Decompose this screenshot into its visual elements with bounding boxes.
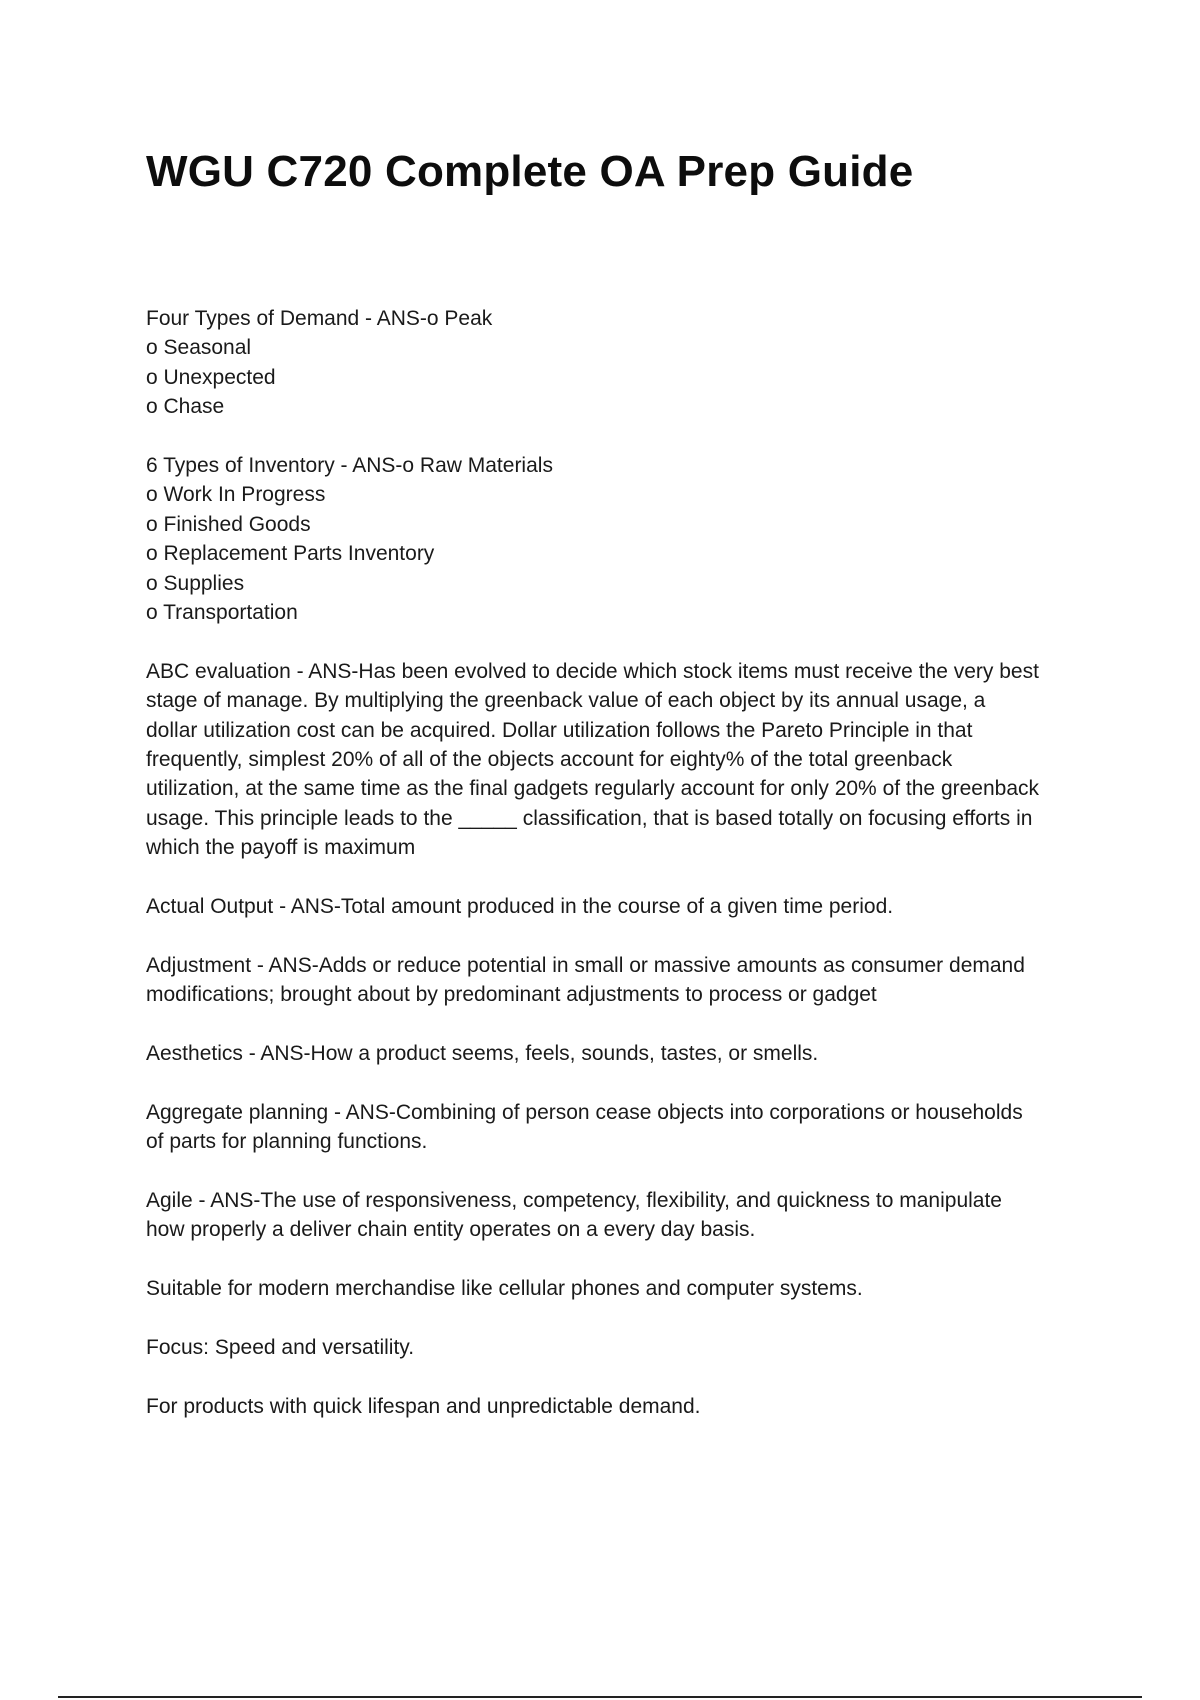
entry-line: o Replacement Parts Inventory	[146, 542, 435, 566]
entry-agile	[146, 1186, 1096, 1245]
entry-line: Aesthetics - ANS-How a product seems, feels, sounds, tastes, or smells.	[146, 1042, 819, 1066]
entry-line: which the payoff is maximum	[146, 836, 416, 860]
entry-line: For products with quick lifespan and unpredictable demand.	[146, 1394, 701, 1418]
entry-line: Four Types of Demand - ANS-o Peak	[146, 307, 493, 330]
entry-line: Focus: Speed and versatility.	[146, 1336, 415, 1360]
entry-line: Adjustment - ANS-Adds or reduce potential in small or massive amounts as consumer demand	[146, 953, 1025, 977]
entry-line: o Finished Goods	[146, 512, 311, 536]
entry-line: stage of manage. By multiplying the greenback value of each object by its annual usage, a	[146, 689, 986, 713]
entry-adjustment	[146, 951, 1096, 1010]
entry-line: frequently, simplest 20% of all of the objects account for eighty% of the total greenback	[146, 748, 953, 772]
entry-line: Aggregate planning - ANS-Combining of person cease objects into corporations or households	[146, 1100, 1023, 1124]
entry-aggregate-planning	[146, 1098, 1096, 1157]
entry-line: dollar utilization cost can be acquired. Dollar utilization follows the Pareto Principle in that	[146, 718, 973, 742]
entry-line: utilization, at the same time as the final gadgets regularly account for only 20% of the greenback	[146, 777, 1040, 801]
entry-line: o Supplies	[146, 571, 245, 595]
entry-abc-evaluation	[146, 657, 1096, 863]
entry-agile-products	[146, 1392, 1096, 1421]
entry-line: Actual Output - ANS-Total amount produced in the course of a given time period.	[146, 895, 894, 919]
entry-demand-types	[146, 304, 1096, 422]
entry-line: usage. This principle leads to the _____ classification, that is based totally on focusing efforts in	[146, 806, 1033, 830]
entry-line: modifications; brought about by predominant adjustments to process or gadget	[146, 983, 877, 1007]
entry-actual-output	[146, 892, 1096, 921]
document-body	[146, 304, 1096, 1451]
entry-line: 6 Types of Inventory - ANS-o Raw Materials	[146, 454, 553, 478]
document-title: WGU C720 Complete OA Prep Guide	[146, 147, 914, 196]
entry-line: ABC evaluation - ANS-Has been evolved to decide which stock items must receive the very best	[146, 659, 1039, 683]
entry-line: Agile - ANS-The use of responsiveness, competency, flexibility, and quickness to manipulate	[146, 1189, 1002, 1213]
entry-line: o Transportation	[146, 601, 298, 625]
entry-line: o Unexpected	[146, 365, 276, 389]
entry-line: o Work In Progress	[146, 483, 326, 507]
bottom-divider	[58, 1696, 1142, 1698]
entry-aesthetics	[146, 1039, 1096, 1068]
entry-line: how properly a deliver chain entity operates on a every day basis.	[146, 1218, 756, 1242]
entry-line: o Seasonal	[146, 336, 252, 360]
entry-line: Suitable for modern merchandise like cellular phones and computer systems.	[146, 1277, 863, 1301]
entry-line: o Chase	[146, 395, 225, 419]
entry-agile-suitable	[146, 1274, 1096, 1303]
entry-agile-focus	[146, 1333, 1096, 1362]
entry-line: of parts for planning functions.	[146, 1130, 428, 1154]
entry-inventory-types	[146, 451, 1096, 627]
